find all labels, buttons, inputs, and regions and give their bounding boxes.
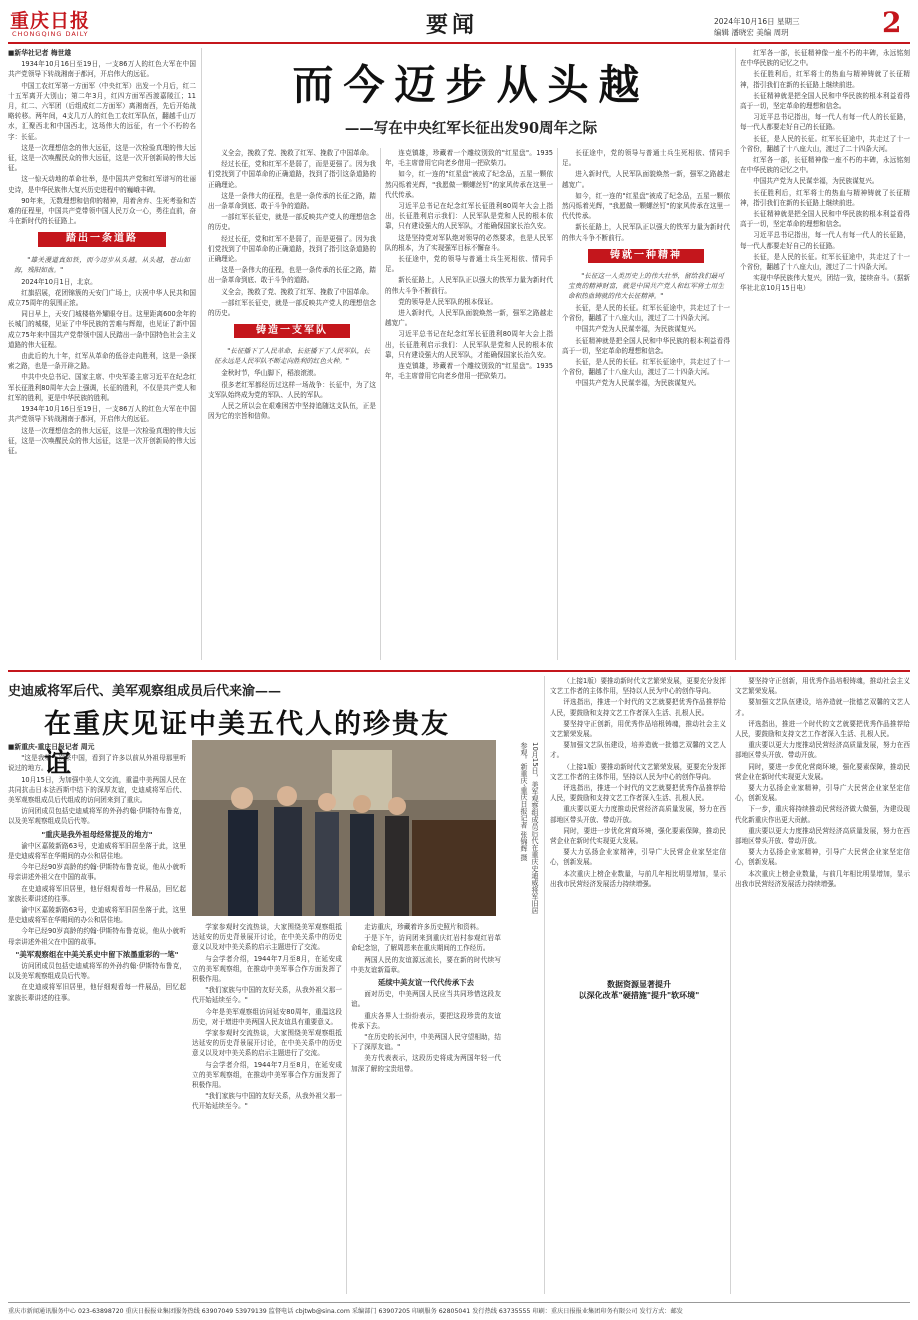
paragraph: 中国共产党为人民谋幸福，为民族谋复兴。 — [575, 325, 701, 334]
column-divider — [201, 48, 202, 660]
paragraph: 面对历史，中美两国人民应当共同珍惜这段友谊。 — [351, 990, 501, 1009]
paragraph: 要加强文艺队伍建设，培养造就一批德艺双馨的文艺人才。 — [735, 698, 910, 717]
paragraph: 访问团成员包括史迪威将军的外孙约翰·伊斯特布鲁克，以及美军观察组成员后代等。 — [8, 807, 186, 826]
lead-subheadline: ——写在中央红军长征出发90周年之际 — [344, 120, 598, 137]
section-quote: "长征这一人类历史上的伟大壮举，留给我们最可宝贵的精神财富，就是中国共产党人和红军将士用生命和热血铸就的伟大长征精神。" — [568, 272, 724, 301]
paragraph: （上接1版）要推动新时代文艺繁荣发展，更要充分发挥文艺工作者的主体作用，坚持以人民为中心的创作导向。 — [550, 762, 726, 781]
story-divider — [8, 670, 910, 672]
column-divider — [380, 148, 381, 660]
paragraph: 于是下午，访问团来到重庆红岩村参观红岩革命纪念馆，了解周恩来在重庆期间的工作经历。 — [351, 934, 501, 953]
paragraph: 人民之所以会在艰难困苦中坚持追随这支队伍，正是因为它的宗旨和信仰。 — [208, 402, 376, 421]
paragraph: 美方代表表示，这段历史将成为两国年轻一代加深了解的宝贵纽带。 — [351, 1054, 501, 1073]
paragraph: 要大力弘扬企业家精神，引导广大民营企业家坚定信心，创新发展。 — [735, 848, 910, 867]
photo-people-illustration — [192, 740, 496, 916]
news-photo — [192, 740, 496, 916]
paragraph: 这是一次理想信念的伟大远征，这是一次检验真理的伟大远征，这是一次唤醒民众的伟大远征，这是一次开创新局的伟大远征。 — [8, 426, 196, 455]
paragraph: 2024年10月1日，北京。 — [21, 277, 97, 286]
paragraph: 长征途中，党的领导与普通士兵生死相依、情同手足。 — [562, 149, 730, 168]
paragraph: 这是坚持党对军队绝对领导的必然要求，也是人民军队的根本，为了实现强军目标不懈奋斗。 — [385, 233, 553, 252]
paragraph: 中国共产党为人民谋幸福，为民族谋复兴。 — [753, 177, 879, 186]
paragraph: 同时，要进一步优化营商环境，强化要素保障，推动民营企业在新时代实现更大发展。 — [550, 826, 726, 846]
paragraph: 红军各一部，长征精神像一座不朽的丰碑，永远铭刻在中华民族的记忆之中。 — [740, 156, 910, 175]
column-divider — [735, 48, 736, 660]
paragraph: 这是一次理想信念的伟大远征，这是一次检验真理的伟大远征，这是一次唤醒民众的伟大远征，这是一次开创新局的伟大远征。 — [8, 143, 196, 173]
paragraph: 90年来，无数理想和信仰的精神，用着舍弃、生死考验和苦难的征程里，中国共产党带领中国人民万众一心，勇往直前，奋斗在新时代的长征路上。 — [8, 196, 196, 226]
section-title: 要闻 — [426, 12, 479, 38]
paragraph: 经过长征，党和红军不是弱了，而是更强了。因为我们党找到了中国革命的正确道路，找到了指引这条道路的正确理论。 — [208, 234, 376, 264]
paragraph: 与会学者介绍，1944年7月至8月，在延安成立的美军观察组，在推动中美军事合作方面发挥了积极作用。 — [192, 954, 342, 984]
paragraph: 新长征路上，人民军队正以强大的铁军力量为新时代的伟大斗争不断前行。 — [385, 276, 553, 295]
paragraph: 中共中央总书记、国家主席、中央军委主席习近平在纪念红军长征胜利80周年大会上强调，长征的胜利，不仅是共产党人和红军的胜利，更是中华民族的胜利。 — [8, 373, 196, 402]
section-subhead-path: 踏出一条道路 — [38, 232, 166, 246]
paragraph: 评选指出，推进一个时代的文艺就要把优秀作品推荐给人民，要鼓励和支持文艺工作者深入生活、扎根人民。 — [550, 784, 726, 803]
date-info — [714, 16, 874, 38]
lead-story-col-2 — [208, 148, 376, 660]
second-story-col-2 — [192, 922, 342, 1294]
paragraph: 渝中区嘉陵新路63号，史迪威将军旧居坐落于此，这里是史迪威将军在华期间的办公和居住地。 — [8, 906, 186, 925]
paragraph: 如今，红一连的"红星盘"被成了纪念品，五星一颗依然闪烁着光辉，"我愿做一颗螺丝钉"的家风传承在这里一代代传承。 — [562, 191, 730, 221]
paragraph: 评选指出，推进一个时代的文艺就要把优秀作品推荐给人民，要鼓励和支持文艺工作者深入生活、扎根人民。 — [735, 719, 910, 739]
paragraph: 要大力弘扬企业家精神，引导广大民营企业家坚定信心，创新发展。 — [550, 848, 726, 867]
paragraph: 长征，是人民的长征。红军长征途中，共走过了十一个省份，翻越了十八座大山，渡过了二十四条大河。 — [740, 134, 910, 153]
paragraph: 重庆各界人士纷纷表示，要把这段珍贵的友谊传承下去。 — [351, 1011, 501, 1030]
paragraph: 长征胜利后，红军将士的热血与精神铸就了长征精神，指引我们在新的长征路上继续前进。 — [740, 70, 910, 89]
paragraph: 连克镇雄，珍藏着一个雕纹别致的"红星盘"。1935年，毛主席曾用它向老乡借用一把砍柴刀。 — [385, 149, 553, 168]
section-quote: "雄关漫道真如铁，而今迈步从头越。从头越，苍山如海，残阳如血。" — [14, 255, 190, 274]
section-subhead-spirit: 铸就一种精神 — [588, 249, 704, 263]
paragraph: 要大力弘扬企业家精神，引导广大民营企业家坚定信心，创新发展。 — [735, 784, 910, 803]
section-subhead: "美军观察组在中美关系史中留下浓墨重彩的一笔" — [15, 949, 179, 959]
paragraph: 中国共产党为人民谋幸福，为民族谋复兴。 — [575, 379, 701, 388]
paragraph: 访问团成员包括史迪威将军的外孙约翰·伊斯特布鲁克，以及美军观察组成员后代等。 — [8, 962, 186, 981]
paragraph: 习近平总书记在纪念红军长征胜利80周年大会上指出，长征胜利启示我们：人民军队是党和人民的根本依靠，只有建设强大的人民军队，才能确保国家长治久安。 — [385, 202, 553, 231]
paragraph: 红旗招展，花团锦簇的天安门广场上，庆祝中华人民共和国成立75周年的氛围正浓。 — [8, 288, 196, 308]
column-divider — [544, 676, 545, 1294]
lead-story-col-4 — [562, 148, 730, 660]
paragraph: 1934年10月16日至19日，一支86万人的红色大军在中国共产党领导下转战湘南于都河，开启伟大的远征。 — [8, 405, 196, 424]
paragraph: 党的领导是人民军队的根本保证。 — [398, 297, 498, 306]
paragraph: 连克镇雄，珍藏着一个雕纹别致的"红星盘"。1935年，毛主席曾用它向老乡借用一把砍柴刀。 — [385, 362, 553, 381]
paragraph: 同时，要进一步优化营商环境，强化要素保障，推动民营企业在新时代实现更大发展。 — [735, 762, 910, 781]
masthead — [8, 6, 910, 44]
paragraph: 今年已经90岁高龄的约翰·伊斯特布鲁克说，他从小就听母亲讲述外祖父在中国的故事。 — [8, 927, 186, 946]
lead-story-col-1 — [8, 48, 196, 660]
paragraph: 金秋时节，华山脚下，稻浪滚滚。 — [221, 369, 321, 378]
second-story-col-3 — [351, 922, 501, 1294]
issue-date: 2024年10月16日 星期三 — [714, 17, 800, 26]
paragraph: 长征，是人民的长征。红军长征途中，共走过了十一个省份，翻越了十八座大山，渡过了二十四条大河。 — [562, 304, 730, 323]
paragraph: 一部红军长征史，就是一部反映共产党人的理想信念的历史。 — [208, 298, 376, 318]
column-divider — [730, 676, 731, 1294]
section-subhead: "重庆是我外祖母经常提及的地方" — [41, 829, 153, 839]
paragraph: 1934年10月16日至19日，一支86万人的红色大军在中国共产党领导下转战湘南于都河，开启伟大的远征。 — [8, 60, 196, 79]
paragraph: 两国人民的友谊源远流长，要在新的时代续写中美友谊新篇章。 — [351, 955, 501, 974]
paragraph: 长征精神就是把全国人民和中华民族的根本利益看得高于一切，坚定革命的理想和信念。 — [740, 210, 910, 229]
second-story-byline: ■新重庆-重庆日报记者 周元 — [8, 743, 95, 751]
paragraph: 很多老红军都经历过这样一场战争：长征中，为了这支军队始终成为党的军队、人民的军队。 — [208, 380, 376, 399]
newspaper-logo-subtitle: CHONGQING DAILY — [12, 30, 89, 38]
paragraph: 本次重庆上榜企业数量，与前几年相比明显增加，显示出我市民营经济发展活力持续增强。 — [550, 869, 726, 888]
page-footer: 重庆市新闻通讯服务中心 023-63898720 重庆日报报业集团服务热线 63907049 53979139 监督电话 cbjtwb@sina.com 采编部门 63907205 印刷服务 62805041 发行热线 63735555 印刷：重庆日报报业集团印务有限公司 发行方式：邮发 — [8, 1302, 910, 1315]
paragraph: "我们家族与中国的友好关系，从我外祖父那一代开始延续至今。" — [192, 1092, 342, 1111]
paragraph: （上接1版）要推动新时代文艺繁荣发展，更要充分发挥文艺工作者的主体作用，坚持以人民为中心的创作导向。 — [550, 677, 726, 696]
lead-story-byline: ■新华社记者 梅世雄 — [8, 49, 72, 57]
paragraph: 要加强文艺队伍建设，培养造就一批德艺双馨的文艺人才。 — [550, 741, 726, 760]
paragraph: 长征精神就是把全国人民和中华民族的根本利益看得高于一切，坚定革命的理想和信念。 — [740, 91, 910, 111]
lead-headline-block — [208, 52, 734, 144]
paragraph: 长征途中，党的领导与普通士兵生死相依、情同手足。 — [385, 255, 553, 274]
paragraph: 重庆要以更大力度推动民营经济高质量发展，努力在西部地区带头开放、带动开放。 — [550, 805, 726, 824]
lead-story-col-3 — [385, 148, 553, 660]
paragraph: 同日早上，天安门城楼格外耀眼夺目。这里距离600余年的长城门的城楼，见证了中华民族的苦难与辉煌，也见证了新中国成立75年来中国共产党带领中国人民踏出一条中国特色社会主义道路的伟大征程。 — [8, 310, 196, 349]
paragraph: 长征胜利后，红军将士的热血与精神铸就了长征精神，指引我们在新的长征路上继续前进。 — [740, 188, 910, 207]
paragraph: 下一步，重庆将持续推动民营经济做大做强，为建设现代化新重庆作出更大贡献。 — [735, 805, 910, 824]
paragraph: 本次重庆上榜企业数量，与前几年相比明显增加，显示出我市民营经济发展活力持续增强。 — [735, 869, 910, 888]
second-story-kicker: 史迪威将军后代、美军观察组成员后代来渝—— — [8, 684, 282, 699]
paragraph: 这是一条伟大的征程，也是一条传承的长征之路，踏出一条革命到底、敢于斗争的道路。 — [208, 191, 376, 211]
article-subhead-box: 数据资源显著提升 以深化改革"硬措施"提升"软环境" — [551, 976, 727, 1004]
lead-story-col-5 — [740, 48, 910, 660]
paragraph: 义全会，挽救了党、挽救了红军、挽救了中国革命。 — [221, 287, 373, 296]
paragraph: 在史迪威将军旧居里，他仔细观看每一件展品，回忆起家族长辈讲述的往事。 — [8, 884, 186, 903]
second-story-col-1 — [8, 742, 186, 1294]
paragraph: "我们家族与中国的友好关系，从我外祖父那一代开始延续至今。" — [192, 986, 342, 1005]
paragraph: 今年已经90岁高龄的约翰·伊斯特布鲁克说，他从小就听母亲讲述外祖父在中国的故事。 — [8, 863, 186, 882]
paragraph: 学家参观时交流热谈，大家围绕美军观察组抵达延安的历史背景展开讨论，在中美关系中的历史意义以及对中美关系的启示主题进行了交流。 — [192, 923, 342, 952]
paragraph: 长征，是人民的长征。红军长征途中，共走过了十一个省份，翻越了十八座大山，渡过了二十四条大河。 — [562, 358, 730, 377]
lead-story — [8, 48, 910, 666]
photo-caption: 10月15日，美军观察组成员后代在重庆史迪威将军旧居参观。新重庆-重庆日报记者 张锦辉 摄 — [520, 742, 539, 914]
paragraph: 与会学者介绍，1944年7月至8月，在延安成立的美军观察组，在推动中美军事合作方面发挥了积极作用。 — [192, 1060, 342, 1090]
paragraph: 红军各一部，长征精神像一座不朽的丰碑，永远铭刻在中华民族的记忆之中。 — [740, 49, 910, 68]
paragraph: 习近平总书记指出，每一代人有每一代人的长征路，每一代人都要走好自己的长征路。 — [740, 231, 910, 250]
column-divider — [557, 148, 558, 660]
lead-headline: 而今迈步从头越 — [292, 61, 650, 109]
newspaper-logo: 重庆日报 — [10, 10, 91, 32]
section-subhead-army: 铸造一支军队 — [234, 324, 350, 338]
editor-credits: 编辑 潘晓宏 美编 周玥 — [714, 28, 789, 37]
paragraph: "这是我第一次来中国，看到了许多以前从外祖母那里听说过的地方。" — [8, 754, 186, 773]
paragraph: 中国工农红军第一方面军（中央红军）出发一个月后，红二十五军离开大别山；第二年3月，红四方面军西渡嘉陵江；11月，红二、六军团（后组成红二方面军）离湘南西，先后开始战略转移。两年间，4支几万人的红色工农红军队伍，翻越千山万水，汇聚西北和中国西北，这场伟大的远征，有一个不朽的名字：长征。 — [8, 81, 196, 141]
section-subhead: 延续中美友谊一代代传承下去 — [377, 978, 475, 988]
paragraph: 渝中区嘉陵新路63号，史迪威将军旧居坐落于此，这里是史迪威将军在华期间的办公和居住地。 — [8, 841, 186, 861]
paragraph: 10月15日，为加强中美人文交流，重温中美两国人民在共同抗击日本法西斯中结下的深厚友谊，史迪威将军后代、美军观察组成员后代组成的访问团来到了重庆。 — [8, 775, 186, 805]
paragraph: 这是一条伟大的征程，也是一条传承的长征之路，踏出一条革命到底、敢于斗争的道路。 — [208, 266, 376, 285]
paragraph: 要坚持守正创新，用优秀作品培根铸魂，推动社会主义文艺繁荣发展。 — [735, 677, 910, 696]
paragraph: 由此后的九十年，红军从革命的低谷走向胜利，这是一条探索之路，也是一条开辟之路。 — [8, 352, 196, 371]
paragraph: 走访重庆，珍藏着许多历史照片和资料。 — [364, 923, 483, 931]
continued-article-col-2 — [735, 676, 910, 1294]
paragraph: 重庆要以更大力度推动民营经济高质量发展，努力在西部地区带头开放、带动开放。 — [735, 741, 910, 760]
paragraph: 实现中华民族伟大复兴，团结一致，接续奋斗。（据新华社北京10月15日电） — [740, 274, 910, 293]
second-story — [8, 676, 910, 1298]
paragraph: 长征，是人民的长征。红军长征途中，共走过了十一个省份，翻越了十八座大山，渡过了二十四条大河。 — [740, 252, 910, 272]
paragraph: 习近平总书记指出，每一代人有每一代人的长征路，每一代人都要走好自己的长征路。 — [740, 113, 910, 132]
paragraph: 要坚持守正创新，用优秀作品培根铸魂，推动社会主义文艺繁荣发展。 — [550, 719, 726, 739]
paragraph: 义全会，挽救了党、挽救了红军、挽救了中国革命。 — [221, 149, 373, 157]
second-story-headline: 在重庆见证中美五代人的珍贵友谊 — [44, 709, 450, 779]
paragraph: 评选指出，推进一个时代的文艺就要把优秀作品推荐给人民，要鼓励和支持文艺工作者深入生活、扎根人民。 — [550, 698, 726, 717]
paragraph: 习近平总书记在纪念红军长征胜利80周年大会上指出，长征胜利启示我们：人民军队是党和人民的根本依靠，只有建设强大的人民军队，才能确保国家长治久安。 — [385, 330, 553, 359]
paragraph: 进入新时代，人民军队面貌焕然一新，强军之路越走越宽广。 — [562, 170, 730, 189]
paragraph: 进入新时代，人民军队面貌焕然一新，强军之路越走越宽广。 — [385, 309, 553, 328]
paragraph: "在历史的长河中，中美两国人民守望相助，结下了深厚友谊。" — [351, 1033, 501, 1052]
paragraph: 长征精神就是把全国人民和中华民族的根本利益看得高于一切，坚定革命的理想和信念。 — [562, 336, 730, 355]
section-quote: "长征播下了人民革命、长征播下了人民军队，长征永远是人民军队不断走向胜利的红色火种。" — [214, 347, 370, 366]
paragraph: 重庆要以更大力度推动民营经济高质量发展，努力在西部地区带头开放、带动开放。 — [735, 826, 910, 846]
paragraph: 一部红军长征史，就是一部反映共产党人的理想信念的历史。 — [208, 213, 376, 232]
paragraph: 如今，红一连的"红星盘"被成了纪念品，五星一颗依然闪烁着光辉，"我愿做一颗螺丝钉"的家风传承在这里一代代传承。 — [385, 170, 553, 199]
column-divider — [346, 922, 347, 1294]
paragraph: 这一惊天动地的革命壮举，是中国共产党和红军谱写的壮丽史诗，是中华民族伟大复兴历史进程中的巍峨丰碑。 — [8, 175, 196, 194]
paragraph: 今年是美军观察组访问延安80周年，重温这段历史，对于增进中美两国人民友谊具有重要意义。 — [192, 1007, 342, 1026]
paragraph: 新长征路上，人民军队正以强大的铁军力量为新时代的伟大斗争不断前行。 — [562, 223, 730, 242]
paragraph: 在史迪威将军旧居里，他仔细观看每一件展品，回忆起家族长辈讲述的往事。 — [8, 983, 186, 1002]
page-number: 2 — [882, 6, 902, 39]
paragraph: 经过长征，党和红军不是弱了，而是更强了。因为我们党找到了中国革命的正确道路，找到了指引这条道路的正确理论。 — [208, 160, 376, 189]
paragraph: 学家参观时交流热谈，大家围绕美军观察组抵达延安的历史背景展开讨论，在中美关系中的历史意义以及对中美关系的启示主题进行了交流。 — [192, 1029, 342, 1058]
